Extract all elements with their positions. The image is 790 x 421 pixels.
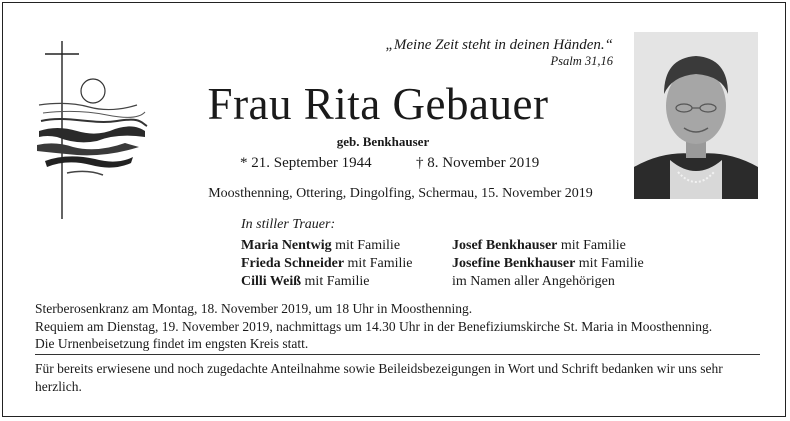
mourners-left-column (241, 237, 413, 291)
obituary-notice (2, 2, 786, 417)
note-line: Die Urnenbeisetzung findet im engsten Kreis statt. (35, 336, 309, 351)
motto-quote: „Meine Zeit steht in deinen Händen.“ (385, 37, 613, 53)
mourner-entry: Cilli Weiß mit Familie (241, 274, 370, 289)
note-line: Requiem am Dienstag, 19. November 2019, nachmittags um 14.30 Uhr in der Benefiziumskirche St. Maria in Moosthenning. (35, 318, 713, 334)
places-and-date: Moosthenning, Ottering, Dingolfing, Schermau, 15. November 2019 (208, 186, 593, 201)
divider (35, 354, 760, 355)
mourner-entry: Josefine Benkhauser mit Familie (452, 256, 644, 271)
mourner-entry: Maria Nentwig mit Familie (241, 238, 401, 253)
portrait-photo (634, 32, 758, 199)
service-notes (35, 300, 765, 353)
mourner-entry: im Namen aller Angehörigen (452, 274, 615, 289)
mourners-label: In stiller Trauer: (241, 217, 336, 232)
mourners-right-column (452, 237, 644, 291)
note-line: Sterberosenkranz am Montag, 18. November 2019, um 18 Uhr in Moosthenning. (35, 301, 473, 316)
motto-reference: Psalm 31,16 (550, 54, 613, 68)
maiden-name: geb. Benkhauser (336, 134, 430, 149)
death-date: † 8. November 2019 (416, 155, 540, 171)
thanks-text: Für bereits erwiesene und noch zugedachte Anteilnahme sowie Beileidsbezeigungen in Wort und Schrift bedanken wir uns sehr herzlich. (35, 361, 723, 394)
mourner-entry: Josef Benkhauser mit Familie (452, 238, 626, 253)
deceased-name: Frau Rita Gebauer (207, 79, 549, 129)
birth-date: * 21. September 1944 (240, 155, 372, 171)
mourner-entry: Frieda Schneider mit Familie (241, 256, 413, 271)
cross-landscape-icon (37, 41, 149, 219)
